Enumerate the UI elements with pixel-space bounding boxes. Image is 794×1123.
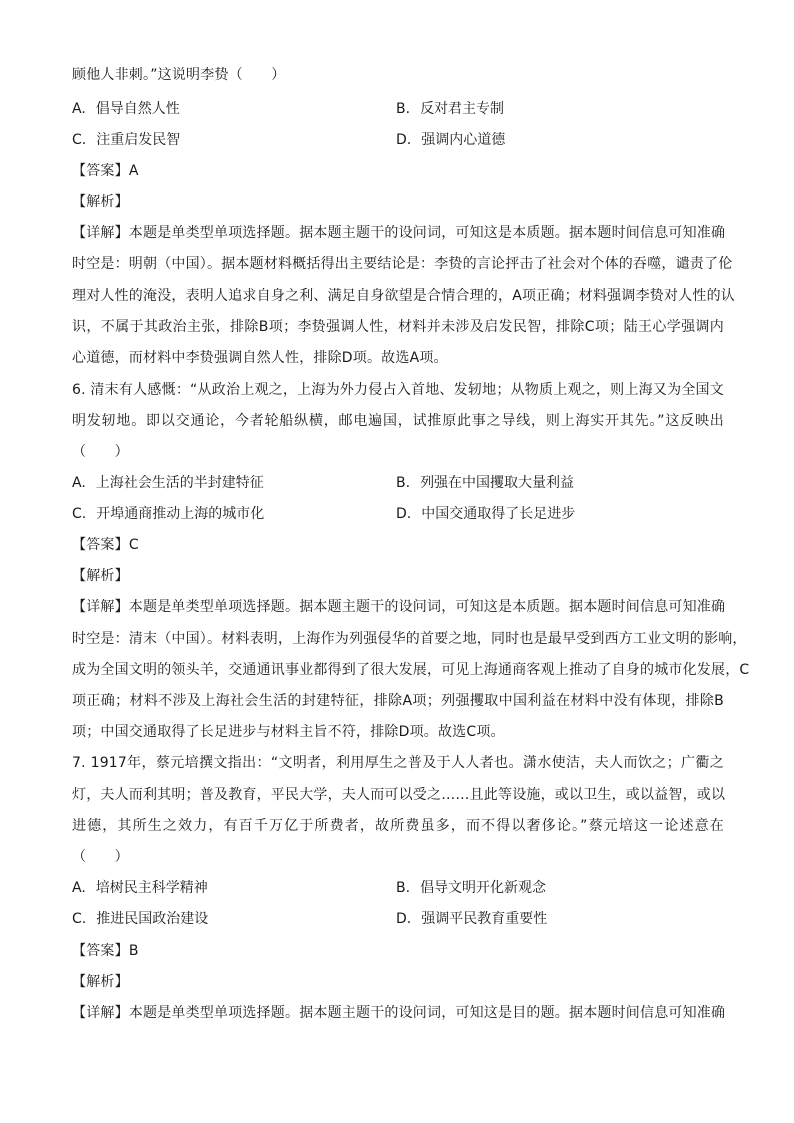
q6-option-d-letter: D. xyxy=(396,506,412,522)
q6-detail-line: 项；中国交通取得了长足进步与材料主旨不符，排除D项。故选C项。 xyxy=(72,724,505,740)
q5-option-c-letter: C. xyxy=(72,132,87,148)
q5-option-a-text: 倡导自然人性 xyxy=(95,101,180,117)
q5-stem-tail: 顾他人非刺。”这说明李贽（ ） xyxy=(72,67,286,83)
q5-detail-line: 【详解】本题是单类型单项选择题。据本题主题干的设问词，可知这是本质题。据本题时间信息可知准确 xyxy=(72,225,726,241)
q7-option-a xyxy=(72,879,208,897)
q7-option-d-text: 强调平民教育重要性 xyxy=(421,911,548,927)
q5-answer-value: A xyxy=(128,163,139,179)
q6-option-b-text: 列强在中国攫取大量利益 xyxy=(420,475,575,491)
q7-stem-line: 7. 1917年，蔡元培撰文指出：“文明者，利用厚生之普及于人人者也。潇水使洁，夫人而饮之；广衢之 xyxy=(72,755,724,771)
q7-option-a-letter: A. xyxy=(72,880,86,896)
q5-option-d-letter: D. xyxy=(396,132,412,148)
q6-option-a-text: 上海社会生活的半封建特征 xyxy=(95,475,264,491)
q7-option-a-text: 培树民主科学精神 xyxy=(95,880,208,896)
q6-detail-line: 时空是：清末（中国）。材料表明，上海作为列强侵华的首要之地，同时也是最早受到西方工业文明的影响， xyxy=(72,631,747,647)
q5-option-a xyxy=(72,100,180,118)
q5-detail-line: 时空是：明朝（中国）。据本题材料概括得出主要结论是：李贽的言论抨击了社会对个体的吞噬，谴责了伦 xyxy=(72,256,733,272)
q7-option-c-text: 推进民国政治建设 xyxy=(96,911,209,927)
q6-detail-line: 项正确；材料不涉及上海社会生活的封建特征，排除A项；列强攫取中国利益在材料中没有体现，排除B xyxy=(72,693,724,709)
q6-detail-line: 【详解】本题是单类型单项选择题。据本题主题干的设问词，可知这是本质题。据本题时间信息可知准确 xyxy=(72,599,726,615)
q6-option-c xyxy=(72,505,264,523)
q6-analysis-label: 【解析】 xyxy=(72,568,129,584)
q5-option-d xyxy=(396,131,505,149)
q5-analysis-label: 【解析】 xyxy=(72,194,129,210)
q5-option-a-letter: A. xyxy=(72,101,86,117)
q7-stem-line: 灯，夫人而利其明；普及教育，平民大学，夫人而可以受之……且此等设施，或以卫生，或以益智，或以 xyxy=(72,787,726,803)
q6-answer xyxy=(72,536,139,554)
q7-answer-label: 【答案】 xyxy=(72,943,129,959)
q6-option-b-letter: B. xyxy=(396,475,411,491)
q6-option-b xyxy=(396,474,574,492)
q6-option-d xyxy=(396,505,575,523)
q5-option-c-text: 注重启发民智 xyxy=(96,132,181,148)
q6-stem-line: 明发轫地。即以交通论，今者轮船纵横，邮电遍国，试推原此事之导线，则上海实开其先。”这反映出 xyxy=(72,413,724,429)
q6-option-c-text: 开埠通商推动上海的城市化 xyxy=(96,506,265,522)
q6-answer-label: 【答案】 xyxy=(72,537,129,553)
q7-answer xyxy=(72,942,139,960)
q7-option-d xyxy=(396,910,547,928)
q7-option-b-letter: B. xyxy=(396,880,411,896)
q6-option-c-letter: C. xyxy=(72,506,87,522)
q5-detail-line: 心道德，而材料中李贽强调自然人性，排除D项。故选A项。 xyxy=(72,350,448,366)
q5-option-b xyxy=(396,100,504,118)
q7-analysis-label: 【解析】 xyxy=(72,974,129,990)
q6-stem-line: 6. 清末有人感慨：“从政治上观之，上海为外力侵占入首地、发轫地；从物质上观之，则上海又为全国文 xyxy=(72,382,724,398)
q5-detail-line: 识，不属于其政治主张，排除B项；李贽强调人性，材料并未涉及启发民智，排除C项；陆王心学强调内 xyxy=(72,319,724,335)
q7-stem-line: 进德，其所生之效力，有百千万亿于所费者，故所费虽多，而不得以奢侈论。”蔡元培这一论述意在 xyxy=(72,818,724,834)
q6-detail-line: 成为全国文明的领头羊，交通通讯事业都得到了很大发展，可见上海通商客观上推动了自身的城市化发展，C xyxy=(72,662,750,678)
q7-answer-value: B xyxy=(128,943,139,959)
q7-detail-line: 【详解】本题是单类型单项选择题。据本题主题干的设问词，可知这是目的题。据本题时间信息可知准确 xyxy=(72,1005,726,1021)
q6-option-a-letter: A. xyxy=(72,475,86,491)
q7-option-d-letter: D. xyxy=(396,911,412,927)
q5-option-b-text: 反对君主专制 xyxy=(420,101,505,117)
q6-answer-value: C xyxy=(128,537,139,553)
q5-answer xyxy=(72,162,139,180)
q7-option-c xyxy=(72,910,208,928)
q7-stem-line: （ ） xyxy=(72,849,129,865)
q5-option-c xyxy=(72,131,180,149)
q7-option-b xyxy=(396,879,546,897)
q6-option-d-text: 中国交通取得了长足进步 xyxy=(421,506,576,522)
q6-stem-line: （ ） xyxy=(72,444,129,460)
q5-option-d-text: 强调内心道德 xyxy=(421,132,506,148)
q5-answer-label: 【答案】 xyxy=(72,163,129,179)
q6-option-a xyxy=(72,474,264,492)
q5-option-b-letter: B. xyxy=(396,101,411,117)
q7-option-c-letter: C. xyxy=(72,911,87,927)
q7-option-b-text: 倡导文明开化新观念 xyxy=(420,880,547,896)
q5-detail-line: 理对人性的淹没，表明人追求自身之利、满足自身欲望是合情合理的，A项正确；材料强调李贽对人性的认 xyxy=(72,288,735,304)
